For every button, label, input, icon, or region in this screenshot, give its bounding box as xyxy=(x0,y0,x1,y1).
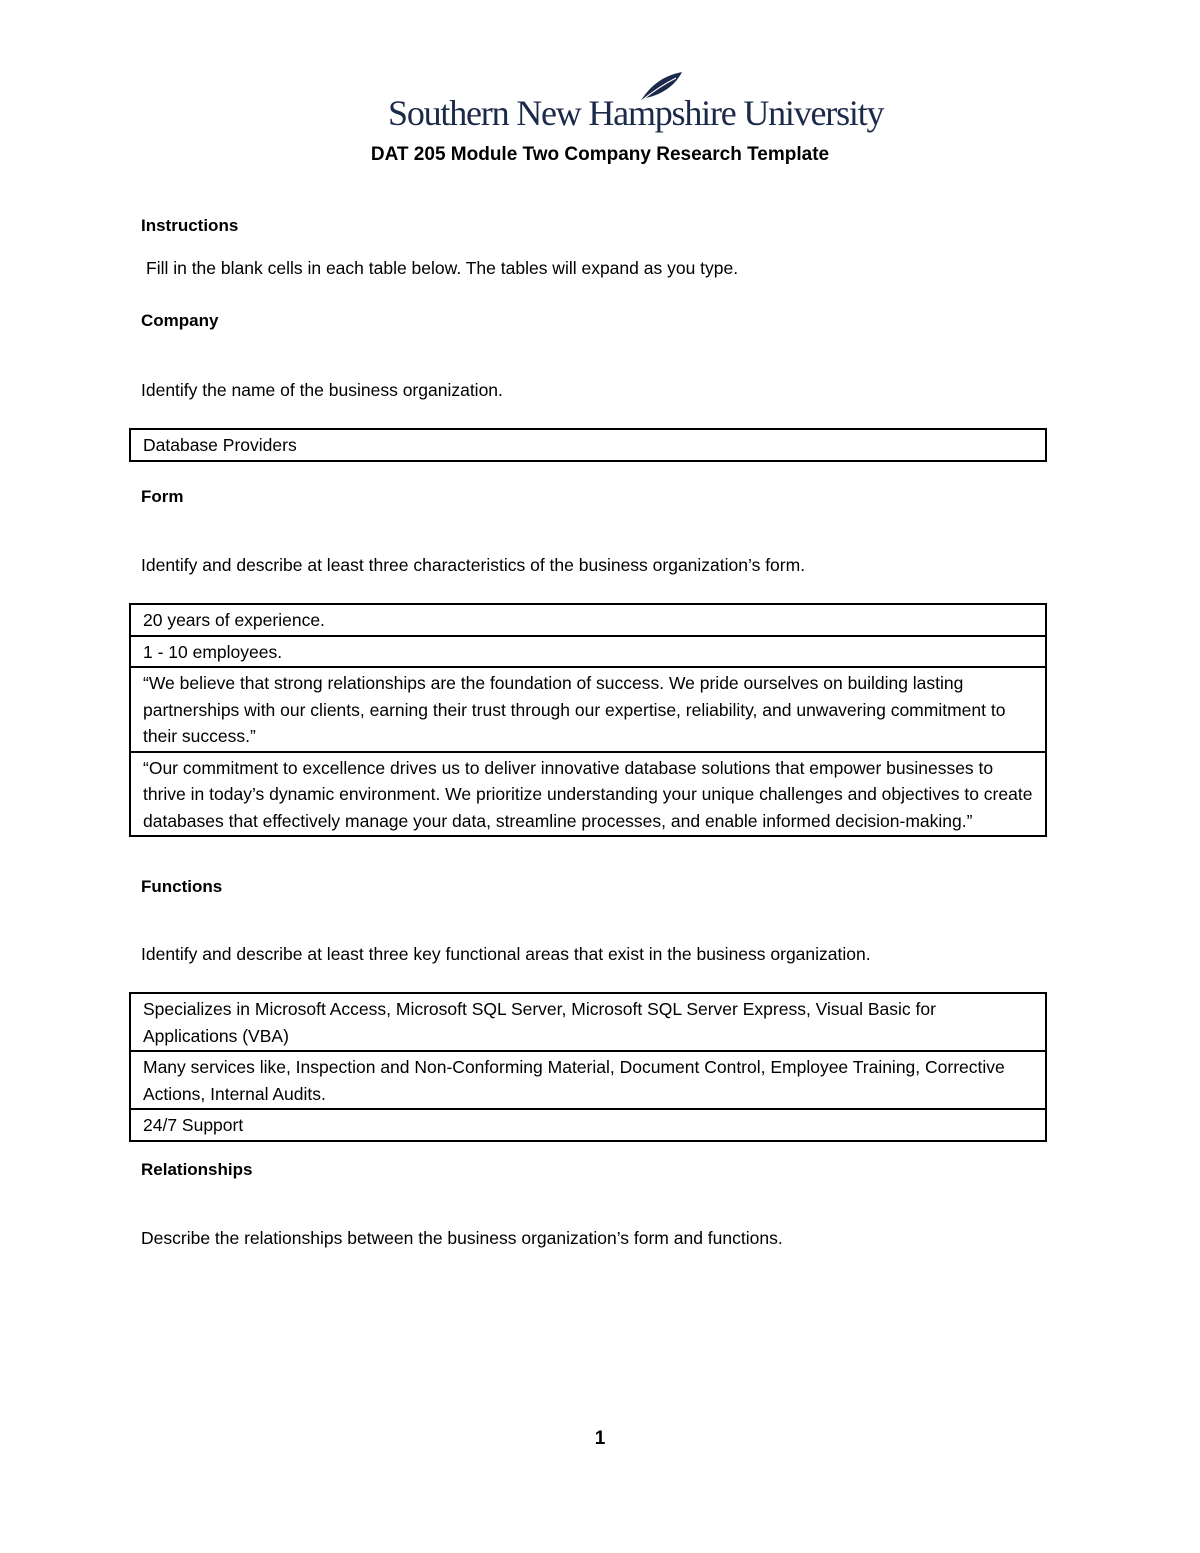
form-heading: Form xyxy=(141,487,184,506)
functions-table xyxy=(129,992,1047,1142)
functions-prompt: Identify and describe at least three key functional areas that exist in the business organization. xyxy=(141,944,871,964)
table-row xyxy=(130,429,1046,461)
functions-cell-1[interactable]: Specializes in Microsoft Access, Microsoft SQL Server, Microsoft SQL Server Express, Visual Basic for Applications (VBA) xyxy=(130,993,1046,1051)
instructions-heading: Instructions xyxy=(141,216,239,235)
instructions-text: Fill in the blank cells in each table below. The tables will expand as you type. xyxy=(146,258,739,278)
company-name-cell[interactable]: Database Providers xyxy=(130,429,1046,461)
document-title: DAT 205 Module Two Company Research Template xyxy=(370,144,830,165)
table-row xyxy=(130,604,1046,636)
company-heading: Company xyxy=(141,311,219,330)
functions-cell-2[interactable]: Many services like, Inspection and Non-Conforming Material, Document Control, Employee Training, Corrective Actions, Internal Audits. xyxy=(130,1051,1046,1109)
form-cell-3[interactable]: “We believe that strong relationships are the foundation of success. We pride ourselves on building lasting partnerships with our clients, earning their trust through our expertise, reliability, and unwavering commitment to their success.” xyxy=(130,667,1046,752)
form-prompt: Identify and describe at least three characteristics of the business organization’s form. xyxy=(141,555,806,575)
functions-heading: Functions xyxy=(141,877,223,896)
relationships-prompt: Describe the relationships between the business organization’s form and functions. xyxy=(141,1228,783,1248)
form-cell-1[interactable]: 20 years of experience. xyxy=(130,604,1046,636)
company-prompt: Identify the name of the business organization. xyxy=(141,380,503,400)
table-row xyxy=(130,636,1046,668)
university-name: Southern New Hampshire University xyxy=(388,93,884,133)
page-number: 1 xyxy=(594,1428,606,1449)
relationships-heading: Relationships xyxy=(141,1160,253,1179)
table-row xyxy=(130,1109,1046,1141)
table-row xyxy=(130,1051,1046,1109)
university-logo xyxy=(388,70,884,138)
functions-cell-3[interactable]: 24/7 Support xyxy=(130,1109,1046,1141)
form-cell-4[interactable]: “Our commitment to excellence drives us to deliver innovative database solutions that empower businesses to thrive in today’s dynamic environment. We prioritize understanding your unique challenges and objectives to create databases that effectively manage your data, streamline processes, and enable informed decision-making.” xyxy=(130,752,1046,837)
form-cell-2[interactable]: 1 - 10 employees. xyxy=(130,636,1046,668)
form-table xyxy=(129,603,1047,837)
company-table xyxy=(129,428,1047,462)
table-row xyxy=(130,667,1046,752)
table-row xyxy=(130,993,1046,1051)
table-row xyxy=(130,752,1046,837)
